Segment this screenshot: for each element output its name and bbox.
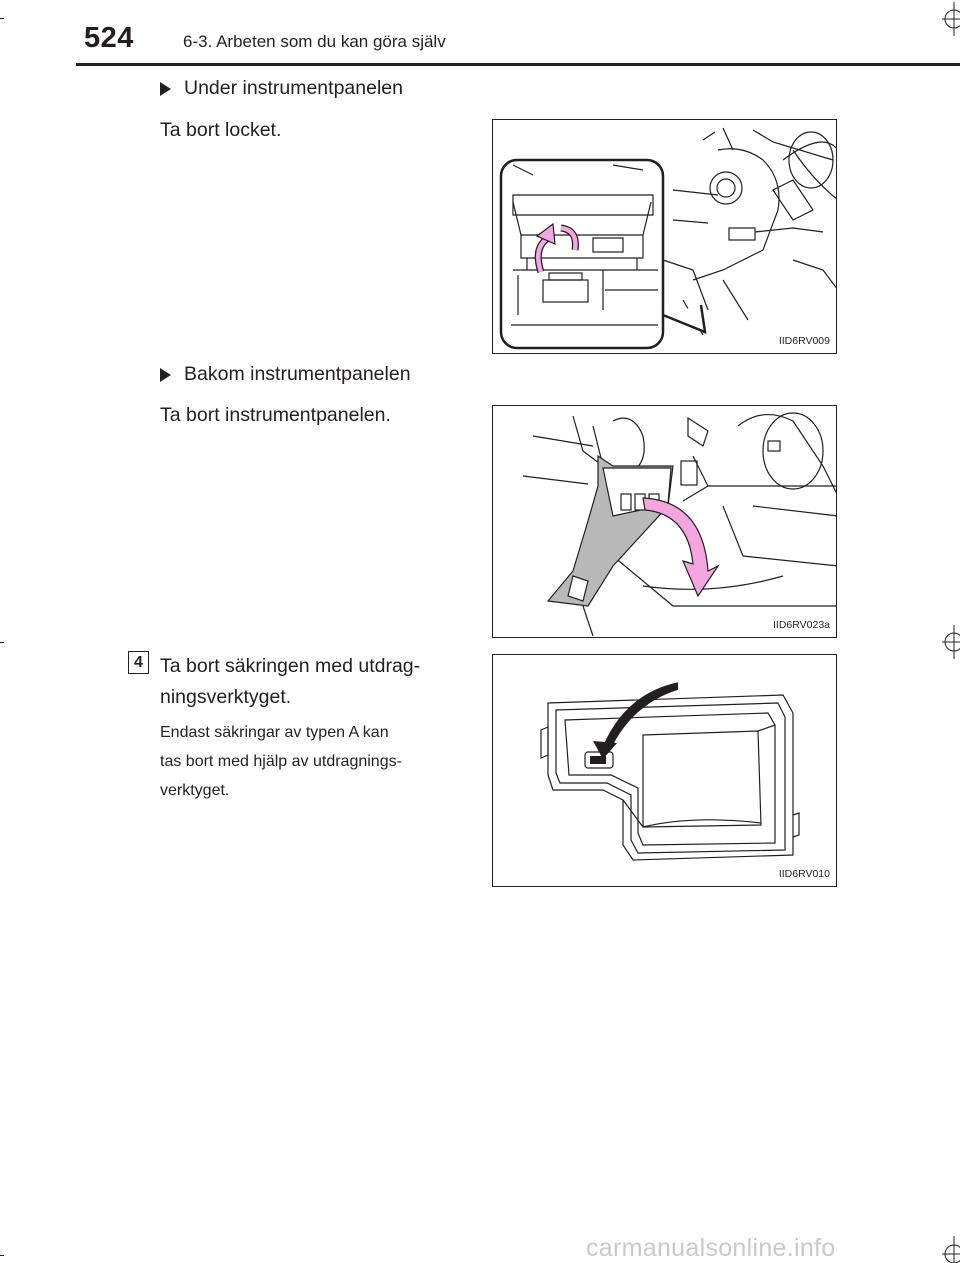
figure-remove-cover <box>492 119 837 354</box>
step-note-line: verktyget. <box>160 782 230 799</box>
section-heading <box>160 77 403 100</box>
section-heading-text: Under instrumentpanelen <box>184 77 403 99</box>
figure-code: IID6RV009 <box>778 335 830 347</box>
instrument-panel-illustration <box>493 406 837 638</box>
header-rule <box>76 63 960 66</box>
figure-fuse-puller <box>492 654 837 887</box>
step-note-line: tas bort med hjälp av utdragnings- <box>160 753 402 770</box>
registration-mark <box>934 625 960 659</box>
figure-remove-panel <box>492 405 837 638</box>
crop-mark <box>0 642 4 643</box>
section-title: 6-3. Arbeten som du kan göra själv <box>183 32 446 51</box>
section-heading-text: Bakom instrumentpanelen <box>184 363 411 385</box>
step-instruction-line: ningsverktyget. <box>160 686 292 708</box>
triangle-bullet-icon <box>160 82 171 96</box>
fuse-box-cover-illustration <box>493 655 837 887</box>
step-number: 4 <box>128 651 149 674</box>
figure-code: IID6RV010 <box>778 868 830 880</box>
step-note-line: Endast säkringar av typen A kan <box>160 724 389 741</box>
instruction-text: Ta bort locket. <box>160 119 282 141</box>
registration-mark <box>934 1236 960 1263</box>
triangle-bullet-icon <box>160 368 171 382</box>
registration-mark <box>934 2 960 36</box>
dashboard-cover-illustration <box>493 120 837 354</box>
instruction-text: Ta bort instrumentpanelen. <box>160 404 391 426</box>
watermark: carmanualsonline.info <box>586 1234 836 1262</box>
crop-mark <box>0 18 4 19</box>
step-note <box>160 718 476 805</box>
page-number: 524 <box>84 22 134 54</box>
step-instruction <box>160 651 476 713</box>
figure-code: IID6RV023a <box>772 619 830 631</box>
crop-mark <box>0 1255 4 1256</box>
step-instruction-line: Ta bort säkringen med utdrag- <box>160 655 421 677</box>
section-heading <box>160 363 411 386</box>
